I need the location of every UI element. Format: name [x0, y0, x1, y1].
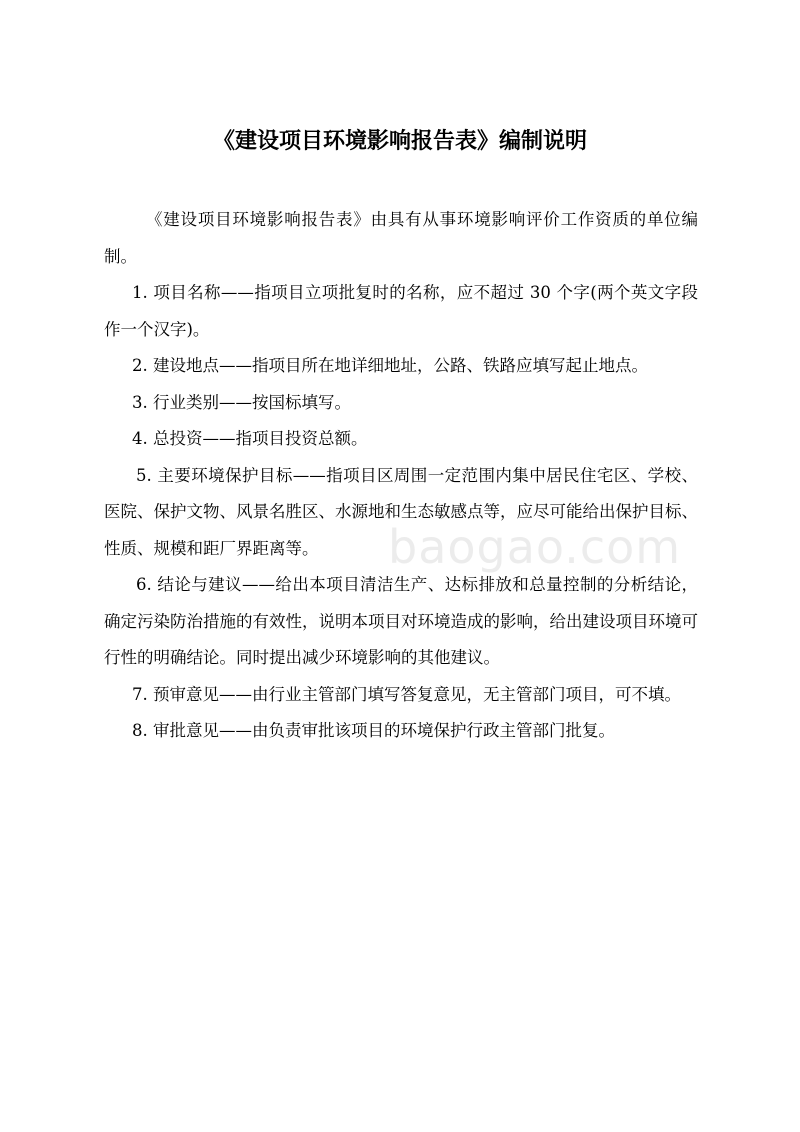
- intro-paragraph: 《建设项目环境影响报告表》由具有从事环境影响评价工作资质的单位编制。: [104, 210, 698, 266]
- item-total-investment: 4. 总投资——指项目投资总额。: [132, 429, 368, 448]
- item-protection-targets: 5. 主要环境保护目标——指项目区周围一定范围内集中居民住宅区、学校、医院、保护文物、风景名胜区、水源地和生态敏感点等，应尽可能给出保护目标、性质、规模和距厂界距离等。: [104, 465, 698, 558]
- watermark: baogao.com: [388, 520, 682, 574]
- document-body: [104, 202, 698, 750]
- item-project-name: 1. 项目名称——指项目立项批复时的名称，应不超过 30 个字(两个英文字段作一个汉字)。: [104, 283, 698, 339]
- item-conclusions: 6. 结论与建议——给出本项目清洁生产、达标排放和总量控制的分析结论，确定污染防治措施的有效性，说明本项目对环境造成的影响，给出建设项目环境可行性的明确结论。同时提出减少环境影响的其他建议。: [104, 575, 698, 667]
- item-approval: 8. 审批意见——由负责审批该项目的环境保护行政主管部门批复。: [132, 721, 615, 740]
- item-industry-category: 3. 行业类别——按国标填写。: [132, 392, 351, 412]
- item-pre-review: 7. 预审意见——由行业主管部门填写答复意见，无主管部门项目，可不填。: [132, 684, 681, 704]
- document-title: 《建设项目环境影响报告表》编制说明: [212, 129, 587, 154]
- item-construction-site: 2. 建设地点——指项目所在地详细地址，公路、铁路应填写起止地点。: [132, 356, 648, 375]
